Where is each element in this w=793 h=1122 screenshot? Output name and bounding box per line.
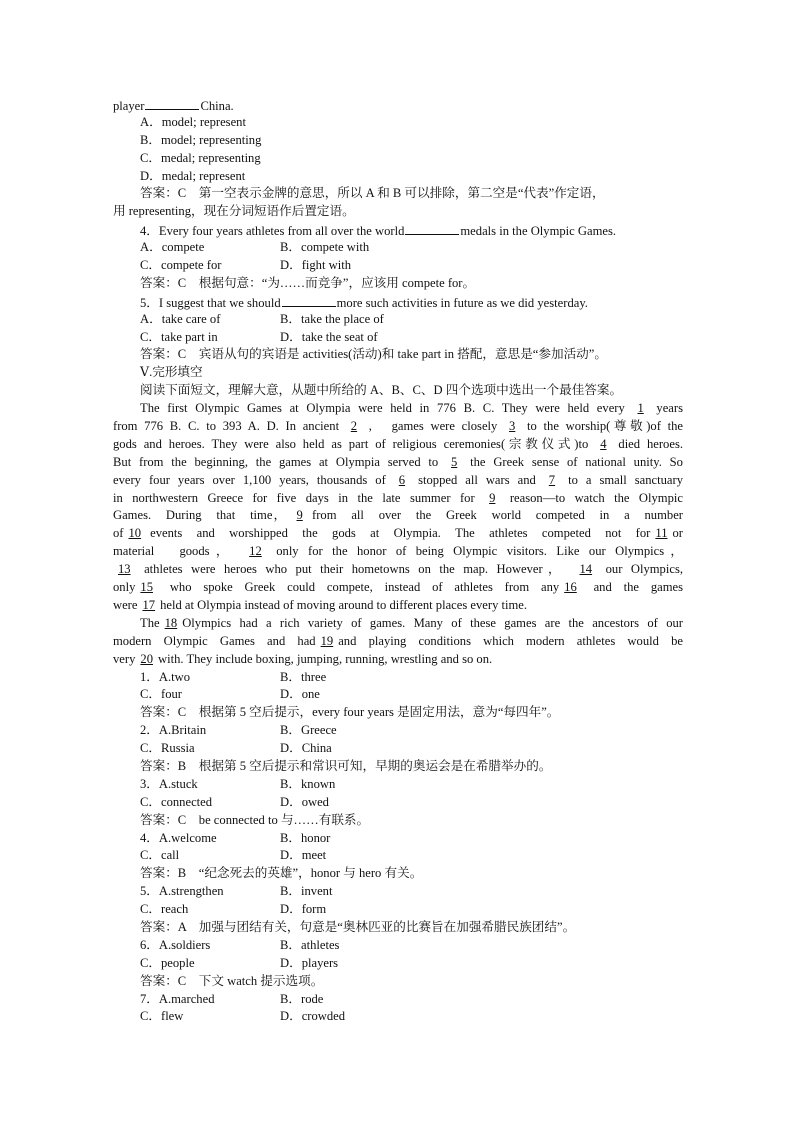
option: D．one bbox=[280, 687, 320, 702]
option: 1．A.two bbox=[140, 669, 191, 684]
option: B．take the place of bbox=[280, 311, 384, 326]
q4-stem-start: 4．Every four years athletes from all over the world bbox=[140, 224, 405, 239]
option: D．China bbox=[280, 741, 332, 756]
passage-text: died heroes. bbox=[618, 436, 683, 451]
options-row bbox=[113, 991, 683, 1009]
options-row bbox=[113, 955, 683, 973]
passage-text: Olympics had a rich variety of games. Many of these games are the ancestors of our bbox=[182, 615, 683, 630]
answer-explanation: 答案：C 下文 watch 提示选项。 bbox=[140, 973, 324, 988]
options-row bbox=[113, 776, 683, 794]
passage-text: athletes were heroes who put their hometowns on the map. However， bbox=[144, 562, 566, 577]
passage-line bbox=[113, 615, 683, 633]
passage-text: events and worshipped the gods at Olympia. The athletes competed not for bbox=[150, 526, 651, 541]
passage-text: modern Olympic Games and had bbox=[113, 633, 316, 648]
cloze-blank: 15 bbox=[140, 580, 153, 595]
q3-stem bbox=[113, 96, 683, 114]
answer-blank bbox=[282, 293, 336, 307]
cloze-items bbox=[113, 669, 683, 1027]
options-row bbox=[113, 669, 683, 687]
cloze-blank: 6 bbox=[398, 472, 406, 487]
options-row bbox=[113, 794, 683, 812]
passage-text: our Olympics, bbox=[605, 562, 683, 577]
option: D．meet bbox=[280, 848, 327, 863]
passage-text: only for the honor of being Olympic visitors. Like our Olympics， bbox=[276, 544, 683, 559]
answer-explanation: 答案：C 宾语从句的宾语是 activities(活动)和 take part in 搭配，意思是“参加活动”。 bbox=[140, 347, 607, 362]
option: B．model; representing bbox=[140, 132, 262, 147]
answer-explanation: 答案：C 第一空表示金牌的意思，所以 A 和 B 可以排除，第二空是“代表”作定语， bbox=[140, 186, 605, 201]
option: C．four bbox=[140, 687, 182, 702]
option: C．flew bbox=[140, 1009, 184, 1024]
passage-line bbox=[113, 651, 683, 669]
option: A．model; represent bbox=[140, 114, 246, 129]
options-row bbox=[113, 901, 683, 919]
answer-blank bbox=[405, 221, 459, 235]
passage-text: of bbox=[113, 526, 124, 541]
passage-line bbox=[113, 525, 683, 543]
option: D．fight with bbox=[280, 258, 352, 273]
passage-text: The first Olympic Games at Olympia were held in 776 B. C. They were held every bbox=[140, 401, 625, 416]
passage-line bbox=[113, 633, 683, 651]
section-instruction: 阅读下面短文，理解大意，从题中所给的 A、B、C、D 四个选项中选出一个最佳答案。 bbox=[140, 383, 623, 398]
option: D．players bbox=[280, 955, 339, 970]
option: B．Greece bbox=[280, 723, 337, 738]
option: 5．A.strengthen bbox=[140, 884, 224, 899]
option: D．crowded bbox=[280, 1009, 346, 1024]
passage-line bbox=[113, 400, 683, 418]
option: B．three bbox=[280, 669, 327, 684]
passage-text: were bbox=[113, 597, 138, 612]
cloze-blank: 17 bbox=[142, 597, 156, 612]
cloze-blank: 12 bbox=[249, 544, 262, 559]
cloze-blank: 1 bbox=[637, 401, 644, 416]
option: C．take part in bbox=[140, 329, 218, 344]
option: D．owed bbox=[280, 794, 329, 809]
cloze-blank: 20 bbox=[140, 651, 153, 666]
passage-text: The bbox=[140, 615, 160, 630]
answer-explanation: 答案：B “纪念死去的英雄”，honor 与 hero 有关。 bbox=[140, 866, 423, 881]
q3-stem-tail: China. bbox=[200, 99, 234, 113]
option: C．connected bbox=[140, 794, 213, 809]
passage-text: But from the beginning, the games at Olympia served to bbox=[113, 454, 439, 469]
option: C．Russia bbox=[140, 741, 195, 756]
option: D．medal; represent bbox=[140, 168, 246, 183]
option: D．form bbox=[280, 902, 327, 917]
option: B．known bbox=[280, 776, 336, 791]
option: B．compete with bbox=[280, 240, 370, 255]
cloze-blank: 14 bbox=[579, 562, 593, 577]
q5-stem bbox=[113, 293, 683, 311]
q4-stem bbox=[113, 221, 683, 239]
passage-text: held at Olympia instead of moving around to different places every time. bbox=[160, 597, 528, 612]
option: C．people bbox=[140, 955, 195, 970]
options-row bbox=[113, 686, 683, 704]
option: B．invent bbox=[280, 884, 333, 899]
cloze-blank: 9 bbox=[489, 490, 496, 505]
option: C．medal; representing bbox=[140, 150, 261, 165]
cloze-blank: 11 bbox=[655, 526, 668, 541]
passage-text: and the games bbox=[593, 580, 683, 595]
options-row bbox=[113, 1008, 683, 1026]
passage-line bbox=[113, 454, 683, 472]
options-row bbox=[113, 239, 683, 257]
passage-text: with. They include boxing, jumping, running, wrestling and so on. bbox=[157, 651, 493, 666]
option: A．compete bbox=[140, 240, 205, 255]
passage-line bbox=[113, 561, 683, 579]
answer-explanation: 答案：A 加强与团结有关，句意是“奥林匹亚的比赛旨在加强希腊民族团结”。 bbox=[140, 919, 576, 934]
passage-line bbox=[113, 543, 683, 561]
cloze-blank: 3 bbox=[509, 419, 516, 434]
options-row bbox=[113, 830, 683, 848]
passage-text: every four years over 1,100 years, thousands of bbox=[113, 472, 386, 487]
q5-stem-start: 5．I suggest that we should bbox=[140, 295, 281, 310]
option: B．rode bbox=[280, 991, 324, 1006]
passage-line bbox=[113, 436, 683, 454]
options-row bbox=[113, 937, 683, 955]
passage-line bbox=[113, 507, 683, 525]
option: C．reach bbox=[140, 902, 189, 917]
passage-text: in northwestern Greece for five days in the late summer for bbox=[113, 490, 475, 505]
passage-text: and playing conditions which modern athletes would be bbox=[338, 633, 683, 648]
cloze-blank: 16 bbox=[564, 580, 577, 595]
passage-text: years bbox=[656, 401, 683, 416]
passage-text: , games were closely bbox=[368, 419, 498, 434]
answer-explanation: 答案：C 根据句意：“为……而竞争”，应该用 compete for。 bbox=[140, 275, 476, 290]
option: D．take the seat of bbox=[280, 329, 378, 344]
passage-text: stopped all wars and bbox=[418, 472, 536, 487]
options-row bbox=[113, 257, 683, 275]
cloze-blank: 10 bbox=[128, 526, 142, 541]
section-heading: Ⅴ.完形填空 bbox=[140, 365, 203, 380]
cloze-blank: 2 bbox=[350, 419, 358, 434]
options-row bbox=[113, 329, 683, 347]
options-row bbox=[113, 722, 683, 740]
option: 4．A.welcome bbox=[140, 830, 217, 845]
options-row bbox=[113, 311, 683, 329]
option: B．athletes bbox=[280, 937, 340, 952]
passage-text: from 776 B. C. to 393 A. D. In ancient bbox=[113, 419, 340, 434]
option: 3．A.stuck bbox=[140, 776, 198, 791]
option: 7．A.marched bbox=[140, 991, 215, 1006]
options-row bbox=[113, 847, 683, 865]
passage-line bbox=[113, 472, 683, 490]
option: B．honor bbox=[280, 830, 331, 845]
passage-text: Games. During that time， bbox=[113, 508, 288, 523]
passage-text: gods and heroes. They were also held as part of religious ceremonies(宗教仪式)to bbox=[113, 436, 589, 451]
passage-text: to a small sanctuary bbox=[568, 472, 683, 487]
cloze-blank: 19 bbox=[320, 633, 334, 648]
q3-stem-start: player bbox=[113, 99, 145, 113]
q5-stem-end: more such activities in future as we did yesterday. bbox=[336, 295, 588, 310]
cloze-blank: 18 bbox=[164, 615, 178, 630]
option: 2．A.Britain bbox=[140, 723, 207, 738]
passage-text: only bbox=[113, 580, 136, 595]
options-row bbox=[113, 883, 683, 901]
answer-explanation: 答案：C be connected to 与……有联系。 bbox=[140, 812, 370, 827]
passage-line bbox=[113, 597, 683, 615]
passage-text: to the worship(尊敬)of the bbox=[527, 419, 683, 434]
options-row bbox=[113, 740, 683, 758]
passage-text: the Greek sense of national unity. So bbox=[470, 454, 683, 469]
passage-text: who spoke Greek could compete, instead of athletes from any bbox=[169, 580, 560, 595]
cloze-blank: 7 bbox=[548, 472, 556, 487]
answer-explanation: 答案：C 根据第 5 空后提示，every four years 是固定用法，意为“每四年”。 bbox=[140, 705, 560, 720]
option: A．take care of bbox=[140, 311, 221, 326]
answer-explanation-cont: 用 representing，现在分词短语作后置定语。 bbox=[113, 204, 355, 219]
passage-line bbox=[113, 490, 683, 508]
answer-blank bbox=[145, 96, 199, 110]
passage-line bbox=[113, 579, 683, 597]
option: C．call bbox=[140, 848, 180, 863]
passage-text: or bbox=[672, 526, 683, 541]
cloze-blank: 4 bbox=[600, 436, 607, 451]
cloze-blank: 9 bbox=[296, 508, 303, 523]
passage-text: reason—to watch the Olympic bbox=[509, 490, 683, 505]
cloze-blank: 13 bbox=[118, 562, 131, 577]
passage-text: very bbox=[113, 651, 136, 666]
q4-stem-end: medals in the Olympic Games. bbox=[460, 224, 617, 239]
passage-line bbox=[113, 418, 683, 436]
option: 6．A.soldiers bbox=[140, 937, 211, 952]
document-content bbox=[113, 96, 683, 1026]
answer-explanation: 答案：B 根据第 5 空后提示和常识可知，早期的奥运会是在希腊举办的。 bbox=[140, 758, 552, 773]
cloze-blank: 5 bbox=[451, 454, 458, 469]
passage-text: from all over the Greek world competed in a number bbox=[312, 508, 683, 523]
passage-text: material goods， bbox=[113, 544, 235, 559]
option: C．compete for bbox=[140, 258, 222, 273]
